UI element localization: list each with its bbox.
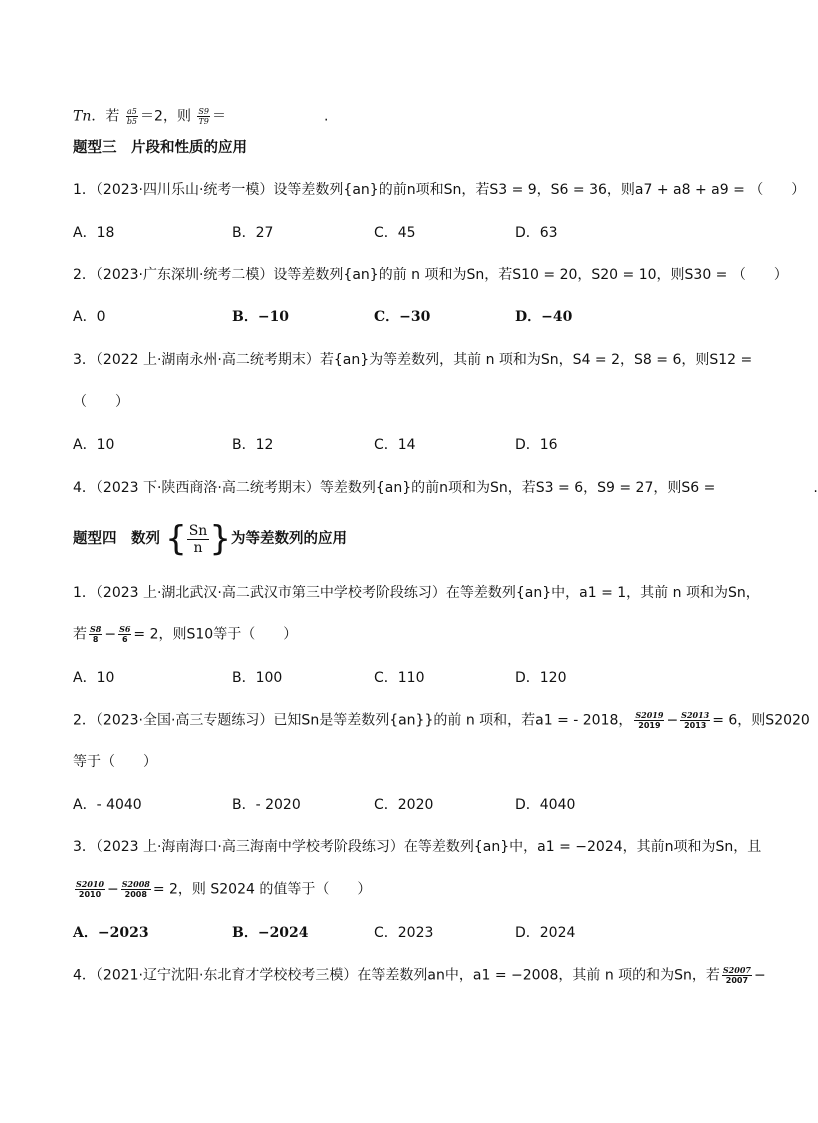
s3-question-3: 3．（2022 上·湖南永州·高二统考期末）若{an}为等差数列，其前 n 项和为Sn，S4 = 2，S8 = 6，则S12 =: [73, 352, 753, 368]
option-b: B．27: [232, 225, 274, 241]
brace-open: {: [165, 519, 187, 559]
option-a: A．10: [73, 670, 115, 686]
s4-q3-rest: = 2，则 S2024 的值等于（ ）: [152, 881, 372, 898]
s4-q1-ruo: 若: [73, 626, 87, 643]
option-a: A．0: [73, 309, 106, 325]
option-c: C．2020: [374, 797, 434, 813]
option-d: D．−40: [515, 309, 573, 325]
option-d: D．120: [515, 670, 567, 686]
option-c: C．−30: [374, 309, 431, 325]
s4-q1-frac-b: $\frac{S6}{6}$: [119, 624, 131, 644]
brace-close: }: [209, 519, 231, 559]
s4-q4-text: 4．（2021·辽宁沈阳·东北育才学校校考三模）在等差数列an中，a1 = −2008，其前 n 项的和为Sn，若: [73, 967, 720, 984]
s3-q3-options: [73, 436, 713, 454]
minus-sign: −: [753, 967, 766, 984]
option-b: B．−2024: [232, 925, 309, 941]
s4-q2-rest: = 6，则S2020: [712, 712, 810, 729]
s3-question-1: 1．（2023·四川乐山·统考一模）设等差数列{an}的前n项和Sn，若S3 = 9，S6 = 36，则a7 + a8 + a9 = （ ）: [73, 182, 806, 198]
s3-question-2: 2．（2023·广东深圳·统考二模）设等差数列{an}的前 n 项和为Sn，若S10 = 20，S20 = 10，则S30 = （ ）: [73, 267, 788, 283]
s4-q1-frac-a: $\frac{S8}{8}$: [90, 624, 102, 644]
section3-title: 题型三 片段和性质的应用: [73, 140, 247, 156]
intro-text3: ＝: [211, 108, 226, 125]
s3-q2-options: [73, 308, 713, 326]
s4-q2-text: 2．（2023·全国·高三专题练习）已知Sn是等差数列{an}}的前 n 项和，若a1 = - 2018，: [73, 712, 633, 729]
s3-question-3-paren: （ ）: [73, 394, 129, 410]
s4-q1-rest: = 2，则S10等于（ ）: [133, 626, 298, 643]
s4-q2-options: [73, 796, 713, 814]
s4-question-1-line2: [73, 625, 297, 644]
option-b: B．12: [232, 437, 274, 453]
s4-question-1: 1．（2023 上·湖北武汉·高二武汉市第三中学校考阶段练习）在等差数列{an}中，a1 = 1，其前 n 项和为Sn，: [73, 585, 760, 601]
option-a: A．10: [73, 437, 115, 453]
minus-sign: −: [666, 712, 679, 729]
intro-end: .: [323, 108, 329, 125]
option-a: A．- 4040: [73, 797, 142, 813]
intro-text1: ．若: [91, 108, 120, 125]
option-c: C．110: [374, 670, 425, 686]
s3-q4-end: .: [813, 480, 818, 496]
intro-fraction-b: $\frac{S9}{T9}$: [198, 107, 209, 126]
intro-line: [73, 107, 328, 126]
option-d: D．63: [515, 225, 558, 241]
option-c: C．14: [374, 437, 416, 453]
s4-q1-options: [73, 669, 713, 687]
option-a: A．−2023: [73, 925, 149, 941]
option-c: C．2023: [374, 925, 434, 941]
intro-prefix: Tn: [73, 108, 92, 125]
s4-q3-frac-a: $\frac{S2010}{2010}$: [76, 879, 105, 899]
option-b: B．−10: [232, 309, 290, 325]
option-b: B．- 2020: [232, 797, 301, 813]
option-c: C．45: [374, 225, 416, 241]
option-d: D．16: [515, 437, 558, 453]
option-b: B．100: [232, 670, 283, 686]
intro-fraction-a: $\frac{a5}{b5}$: [126, 107, 138, 126]
section4-title-post: 为等差数列的应用: [230, 531, 347, 547]
s4-q4-frac-a: $\frac{S2007}{2007}$: [722, 965, 751, 985]
minus-sign: −: [107, 881, 119, 898]
s4-question-2-line2: 等于（ ）: [73, 754, 157, 770]
s4-q3-frac-b: $\frac{S2008}{2008}$: [121, 879, 150, 899]
s3-question-4: [73, 479, 818, 497]
s4-question-3-line2: [73, 880, 371, 899]
sn-over-n-fraction: $\frac{Sn}{n}$: [188, 522, 208, 556]
s4-question-3: 3．（2023 上·海南海口·高三海南中学校考阶段练习）在等差数列{an}中，a1 = −2024，其前n项和为Sn，且: [73, 839, 762, 855]
s4-q2-frac-a: $\frac{S2019}{2019}$: [635, 710, 664, 730]
option-d: D．4040: [515, 797, 576, 813]
s4-question-2: [73, 711, 810, 730]
section4-title-pre: 题型四 数列: [73, 531, 160, 547]
s3-q4-text: 4．（2023 下·陕西商洛·高二统考期末）等差数列{an}的前n项和为Sn，若S3 = 6，S9 = 27，则S6 =: [73, 480, 716, 496]
s4-q2-frac-b: $\frac{S2013}{2013}$: [681, 710, 710, 730]
s3-q1-options: [73, 224, 713, 242]
option-a: A．18: [73, 225, 115, 241]
s4-question-4: [73, 966, 766, 985]
section4-title: [73, 521, 347, 557]
option-d: D．2024: [515, 925, 576, 941]
minus-sign: −: [104, 626, 117, 643]
intro-text2: ＝2，则: [140, 108, 191, 125]
s4-q3-options: [73, 924, 713, 942]
